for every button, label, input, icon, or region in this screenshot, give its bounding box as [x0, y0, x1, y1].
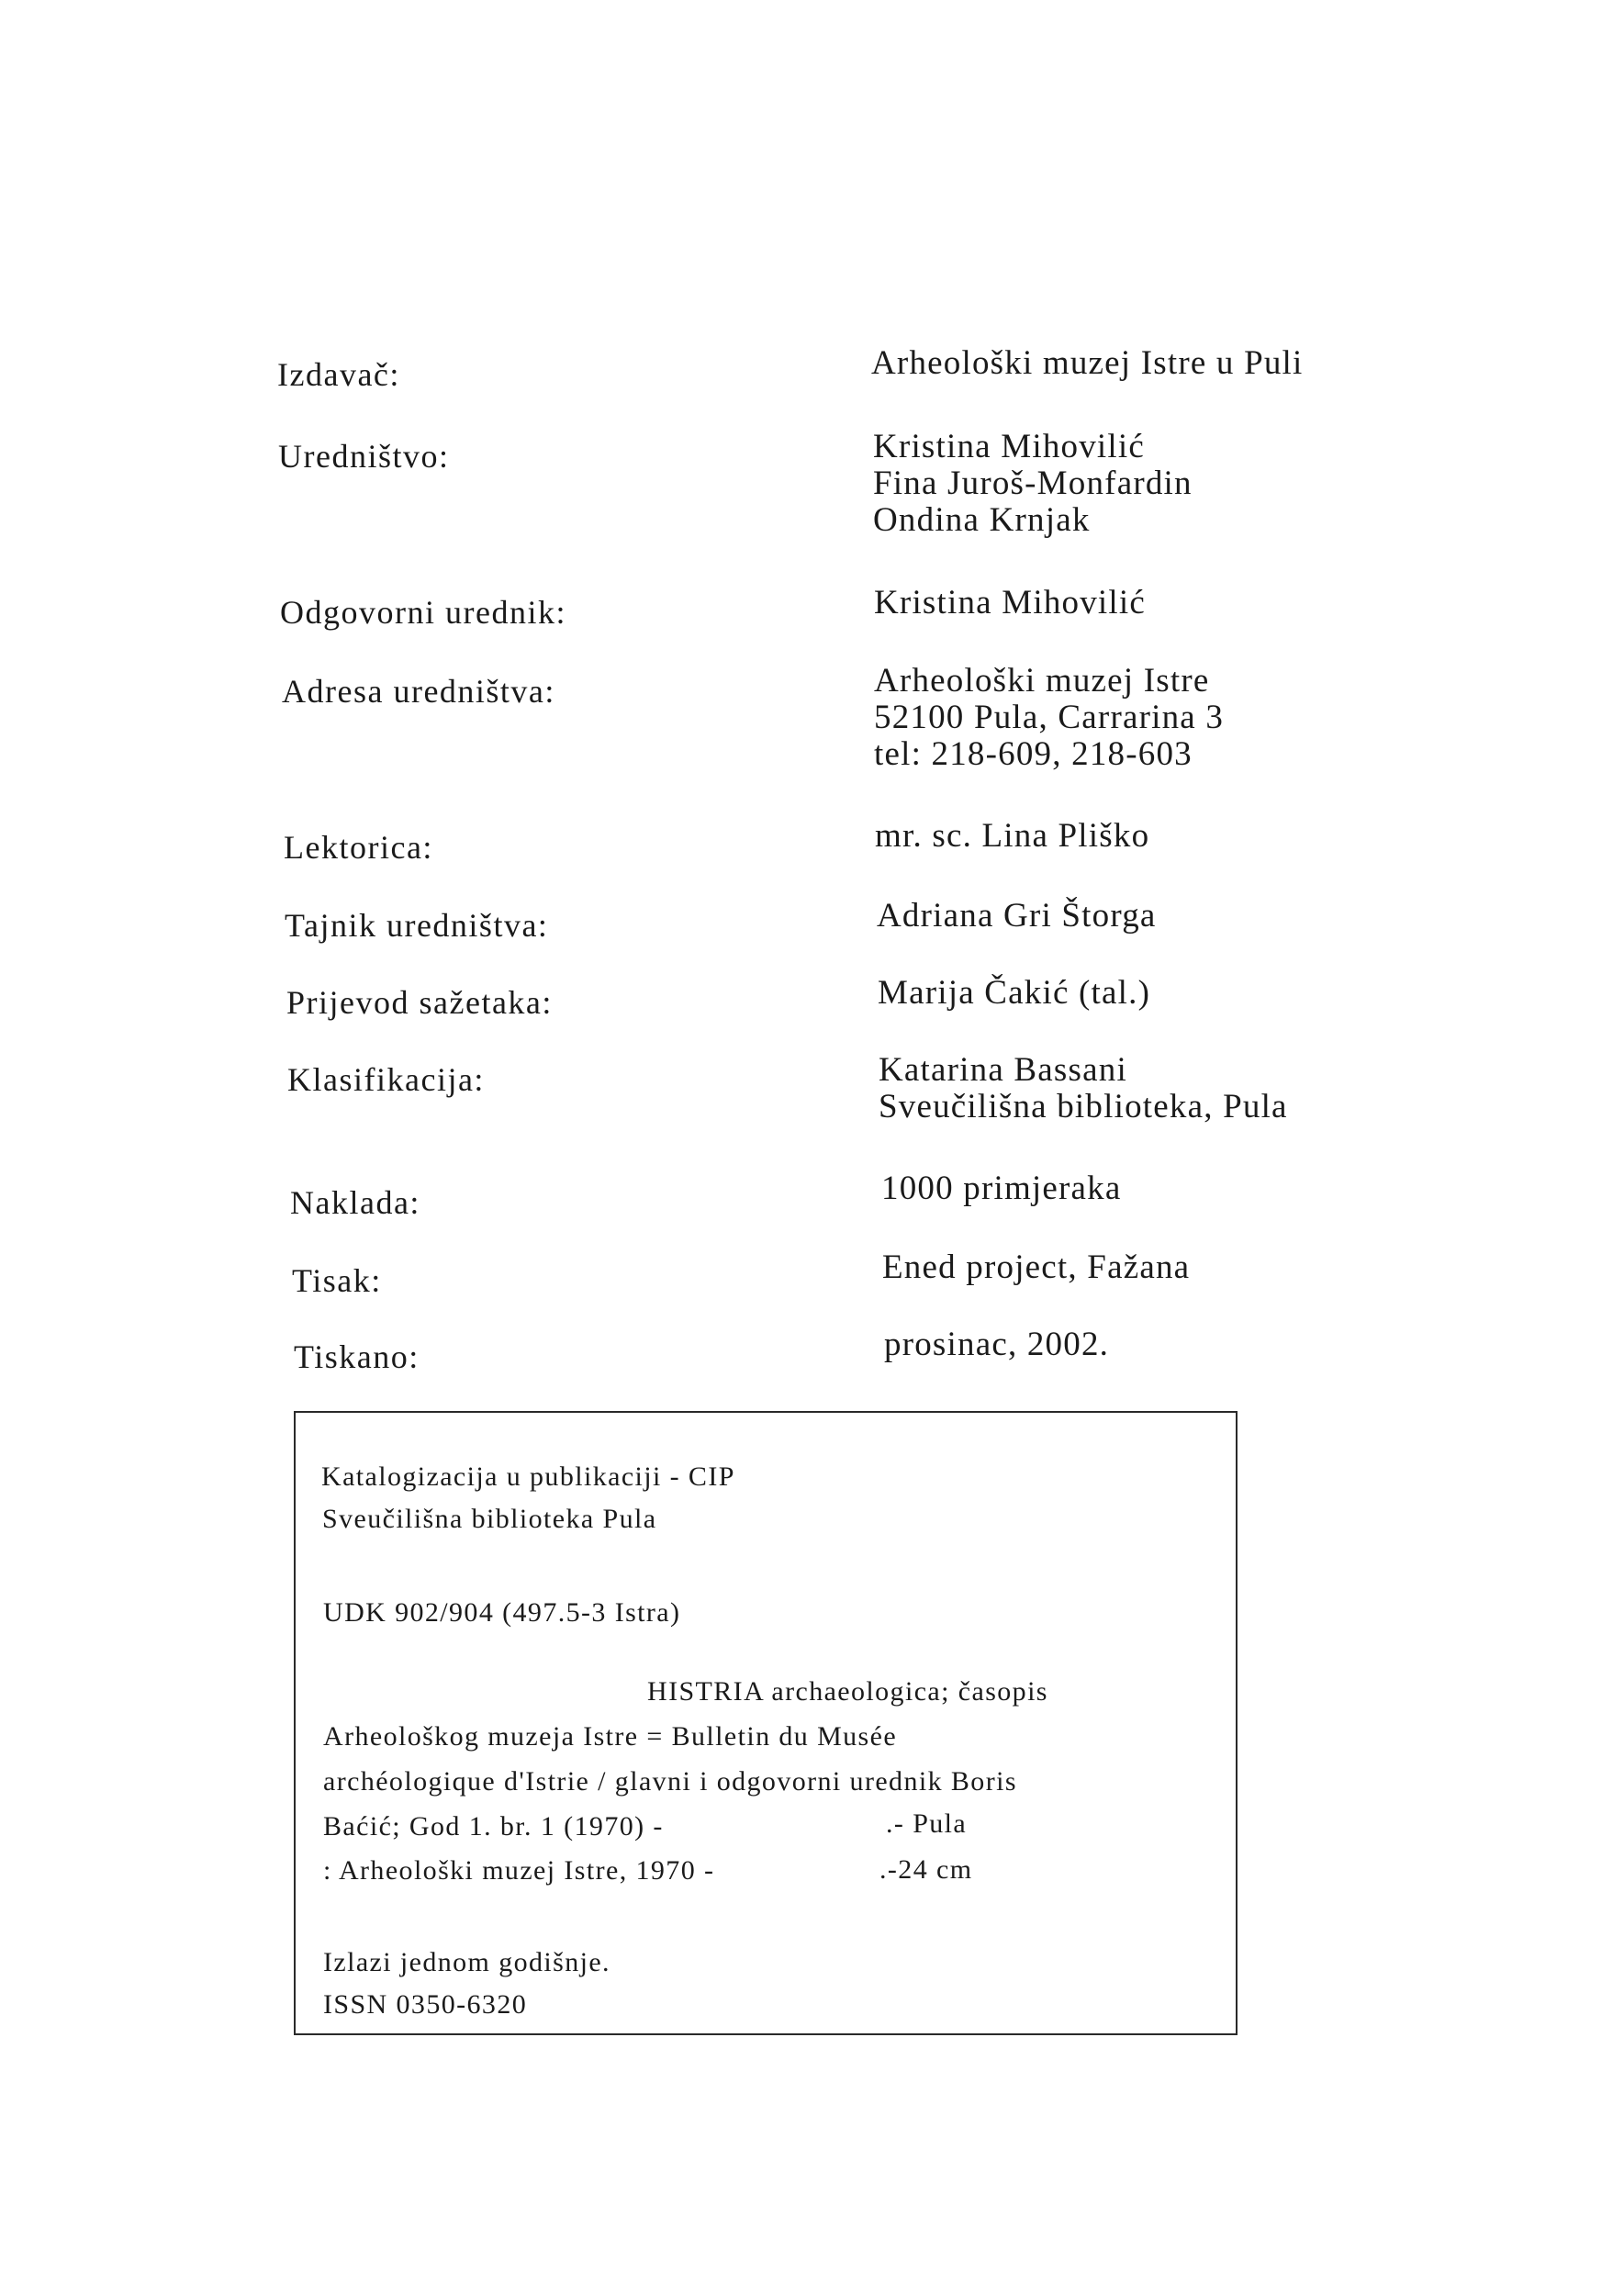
summary-translation-value — [878, 975, 1150, 1012]
cip-entry-line: HISTRIA archaeologica; časopis — [647, 1676, 1048, 1707]
cip-entry-line: archéologique d'Istrie / glavni i odgovorni urednik Boris — [323, 1766, 1017, 1797]
editorial-address-label: Adresa uredništva: — [282, 673, 555, 710]
editorial-address-line: 52100 Pula, Carrarina 3 — [874, 699, 1225, 736]
publisher-value — [871, 345, 1304, 382]
proofreader-line: mr. sc. Lina Pliško — [875, 817, 1150, 855]
publisher-label: Izdavač: — [277, 356, 400, 393]
secretary-value — [877, 898, 1157, 935]
editorial-board-line: Ondina Krnjak — [873, 501, 1091, 539]
cip-issn: ISSN 0350-6320 — [323, 1989, 528, 2020]
editorial-board-line: Fina Juroš-Monfardin — [873, 465, 1193, 502]
cip-entry-line: .-24 cm — [879, 1854, 973, 1885]
cip-entry-line: Arheološkog muzeja Istre = Bulletin du Musée — [323, 1721, 898, 1752]
cip-entry-line: : Arheološki muzej Istre, 1970 - — [323, 1855, 715, 1886]
cip-entry-line: Baćić; God 1. br. 1 (1970) - — [323, 1811, 664, 1842]
summary-translation-line: Marija Čakić (tal.) — [878, 974, 1151, 1012]
cip-frequency: Izlazi jednom godišnje. — [323, 1947, 610, 1977]
editorial-board-line: Kristina Mihovilić — [873, 428, 1145, 465]
cip-heading: Katalogizacija u publikaciji - CIP — [321, 1461, 735, 1492]
print-run-value — [881, 1170, 1122, 1207]
secretary-label: Tajnik uredništva: — [285, 907, 549, 944]
printer-label: Tisak: — [292, 1262, 382, 1299]
editorial-address-line: tel: 218-609, 218-603 — [874, 735, 1193, 773]
classification-line: Katarina Bassani — [879, 1051, 1127, 1089]
classification-value — [879, 1052, 1288, 1125]
proofreader-label: Lektorica: — [284, 829, 433, 866]
printed-value — [884, 1327, 1109, 1363]
editorial-board-value — [873, 429, 1193, 539]
editorial-address-value — [874, 663, 1224, 773]
printer-line: Ened project, Fažana — [882, 1248, 1191, 1286]
classification-line: Sveučilišna biblioteka, Pula — [879, 1088, 1288, 1125]
classification-label: Klasifikacija: — [287, 1061, 485, 1098]
secretary-line: Adriana Gri Štorga — [877, 897, 1157, 935]
printed-label: Tiskano: — [294, 1338, 420, 1375]
cip-udk: UDK 902/904 (497.5-3 Istra) — [323, 1597, 681, 1628]
editor-in-chief-line: Kristina Mihovilić — [874, 584, 1146, 621]
printer-value — [882, 1249, 1190, 1286]
proofreader-value — [875, 818, 1149, 855]
editorial-board-label: Uredništvo: — [278, 438, 450, 475]
cip-library: Sveučilišna biblioteka Pula — [322, 1504, 657, 1534]
editorial-address-line: Arheološki muzej Istre — [874, 662, 1210, 700]
cip-entry-line: .- Pula — [886, 1808, 968, 1839]
editor-in-chief-label: Odgovorni urednik: — [280, 594, 566, 631]
summary-translation-label: Prijevod sažetaka: — [286, 984, 553, 1021]
printed-line: prosinac, 2002. — [884, 1326, 1110, 1363]
publisher-line: Arheološki muzej Istre u Puli — [871, 344, 1304, 382]
print-run-label: Naklada: — [290, 1184, 420, 1221]
print-run-line: 1000 primjeraka — [881, 1170, 1122, 1207]
editor-in-chief-value — [874, 585, 1146, 621]
